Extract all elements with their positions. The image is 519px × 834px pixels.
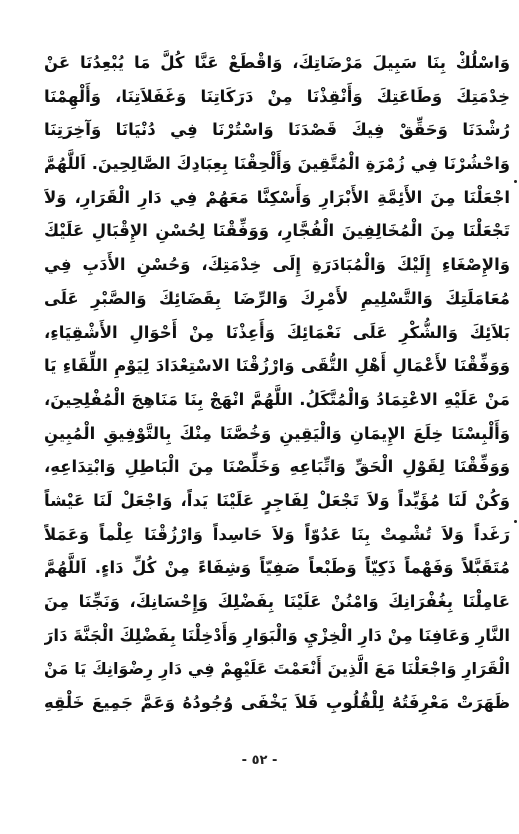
text-line: وَاحْشُرْنَا فِي زُمْرَةِ الْمُتَّقِينَ وَأَلْحِقْنَا بِعِبَادِكَ الصَّالِحِينَ. اَللَّهُمَّ (44, 154, 510, 174)
text-line: تَجْعَلْنَا مِنَ الْمُخَالِفِينَ الْفُجَّارِ، وَوَفِّقْنَا لِحُسْنِ الإِقْبَالِ عَلَيْكَ (44, 221, 510, 241)
text-line: عَامِلْنَا بِغُفْرَانِكَ وَامْنُنْ عَلَيْنَا بِفَضْلِكَ وَإِحْسَانِكَ، وَنَجِّنَا مِنَ (44, 592, 510, 611)
text-line: مَنْ عَلَيْهِ الاعْتِمَادُ وَالْمُتَّكَلُ. اللَّهُمَّ انْهَجْ بِنَا مَنَاهِجَ الْمُفْلِحِينَ، (44, 389, 510, 409)
text-line: رَغَداً وَلاَ تُشْمِتْ بِنَا عَدُوّاً وَلاَ حَاسِداً وَارْزُقْنَا عِلْماً وَعَمَلاً (44, 524, 510, 544)
text-line: رُشْدَنَا وَحَقِّقْ فِيكَ قَصْدَنَا وَاسْتُرْنَا فِي دُنْيَانَا وَآخِرَتِنَا (44, 120, 510, 140)
text-line: وَوَفِّقْنَا لأَعْمَالِ أَهْلِ التُّقَى وَارْزُقْنَا الاسْتِعْدَادَ لِيَوْمِ اللِّقَاءِ يَا (44, 356, 510, 376)
text-line: اجْعَلْنَا مِنَ الأَئِمَّةِ الأَبْرَارِ وَأَسْكِنَّا مَعَهُمْ فِي دَارِ الْقَرَارِ، وَلاَ (44, 187, 510, 207)
body-text (44, 46, 510, 720)
text-line: ظَهَرَتْ مَعْرِفَتُهُ لِلْقُلُوبِ فَلاَ يَخْفَى وُجُودُهُ وَعَمَّ جَمِيعَ خَلْقِهِ (44, 693, 510, 713)
text-line: بَلاَئِكَ وَالشُّكْرِ عَلَى نَعْمَائِكَ وَأَعِذْنَا مِنْ أَحْوَالِ الأَشْقِيَاءِ، (44, 322, 510, 342)
text-line: وَوَفِّقْنَا لِقَوْلِ الْحَقِّ وَاتِّبَاعِهِ وَخَلِّصْنَا مِنَ الْبَاطِلِ وَابْتِدَاعِهِ، (44, 457, 510, 477)
text-line: مُعَامَلَتِكَ وَالتَّسْلِيمِ لأَمْرِكَ وَالرِّضَا بِقَضَائِكَ وَالصَّبْرِ عَلَى (44, 288, 510, 308)
text-line: وَاسْلُكْ بِنَا سَبِيلَ مَرْضَاتِكَ، وَاقْطَعْ عَنَّا كُلَّ مَا يُبْعِدُنَا عَنْ (44, 53, 510, 72)
text-line: الْقَرَارِ وَاجْعَلْنَا مَعَ الَّذِينَ أَنْعَمْتَ عَلَيْهِمْ فِي دَارِ رِضْوَانِكَ يَا مَنْ (44, 659, 510, 679)
scan-mark (514, 520, 517, 523)
page-number: - ٥٢ - (241, 753, 278, 768)
text-line: مُتَقَبَّلاً وَفَهْماً ذَكِيّاً وَطَبْعاً صَفِيّاً وَشِفَاءً مِنْ كُلِّ دَاءٍ. اَللَّهُمَّ (44, 558, 510, 578)
text-line: وَكُنْ لَنَا مُؤَيِّداً وَلاَ تَجْعَلْ لِفَاجِرٍ عَلَيْنَا يَداً، وَاجْعَلْ لَنَا عَيْشاً (44, 490, 510, 510)
text-line: النَّارِ وَعَافِنَا مِنْ دَارِ الْخِزْيِ وَالْبَوَارِ وَأَدْخِلْنَا بِفَضْلِكَ الْجَنَّةَ دَارَ (44, 625, 510, 645)
text-line: وَالإِصْغَاءِ إِلَيْكَ وَالْمُبَادَرَةِ إِلَى خِدْمَتِكَ، وَحُسْنِ الأَدَبِ فِي (44, 255, 510, 275)
text-line: وَأَلْبِسْنَا خِلَعَ الإِيمَانِ وَالْيَقِينِ وَخُصَّنَا مِنْكَ بِالتَّوْفِيقِ الْمُبِينِ (44, 423, 510, 443)
scan-mark (514, 180, 517, 183)
text-line: خِدْمَتِكَ وَطَاعَتِكَ وَأَنْقِذْنَا مِنْ دَرَكَاتِنَا وَغَفَلاَتِنَا، وَأَلْهِمْنَا (44, 86, 510, 106)
